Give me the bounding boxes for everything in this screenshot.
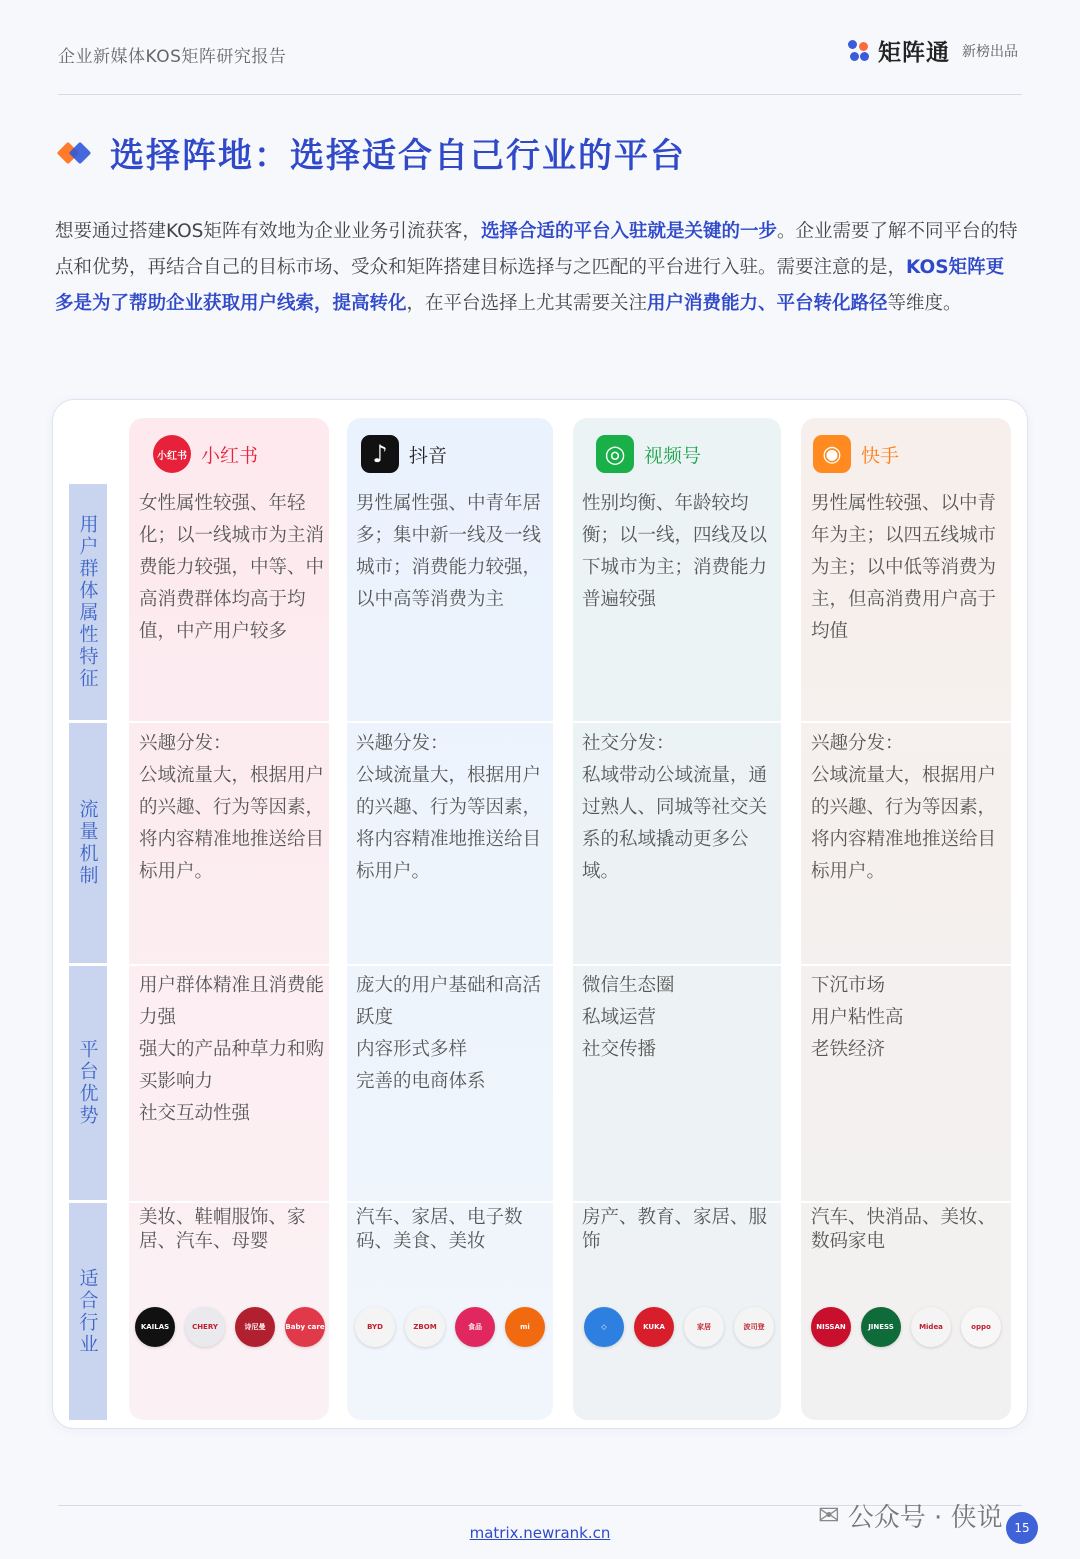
cell-douyin-advantages: 庞大的用户基础和高活跃度 内容形式多样 完善的电商体系 [356, 975, 542, 1092]
brand-sub: 新榜出品 [962, 43, 1018, 60]
platform-header-xiaohongshu [153, 430, 258, 478]
cell-xhs-industries: 美妆、鞋帽服饰、家居、汽车、母婴 [139, 1207, 306, 1252]
platform-header-kuaishou [813, 430, 899, 478]
cell-douyin-users: 男性属性强、中青年居多；集中新一线及一线城市；消费能力较强，以中高等消费为主 [356, 493, 542, 610]
row-label-user-attributes: 用户群体属性特征 [69, 484, 107, 720]
cell-sph-users: 性别均衡、年龄较均衡；以一线，四线及以下城市为主；消费能力普遍较强 [582, 493, 768, 610]
bosideng-logo: 波司登 [734, 1307, 774, 1347]
home-brand-logo: 家居 [684, 1307, 724, 1347]
report-title: 企业新媒体KOS矩阵研究报告 [58, 47, 287, 67]
xiaomi-logo: mi [505, 1307, 545, 1347]
intro-bold-1: 选择合适的平台入驻就是关键的一步 [480, 221, 777, 242]
cell-sph-traffic: 社交分发： 私域带动公域流量，通过熟人、同城等社交关系的私域撬动更多公域。 [582, 733, 768, 882]
platform-name: 抖音 [409, 444, 448, 467]
row-label-traffic-mechanism: 流量机制 [69, 723, 107, 963]
cell-sph-industries: 房产、教育、家居、服饰 [582, 1207, 768, 1252]
cell-ks-users: 男性属性较强、以中青年为主；以四五线城市为主；以中低等消费为主，但高消费用户高于均值 [811, 493, 997, 642]
cell-xhs-advantages: 用户群体精准且消费能力强 强大的产品种草力和购买影响力 社交互动性强 [139, 975, 325, 1124]
xiaohongshu-icon: 小红书 [153, 435, 191, 473]
brand-logo-icon [848, 40, 870, 62]
cell-xhs-users: 女性属性较强、年轻化；以一线城市为主消费能力较强，中等、中高消费群体均高于均值，中产用户较多 [139, 493, 325, 642]
row-divider [69, 964, 1011, 966]
brand [848, 34, 1018, 67]
realestate-logo: ◇ [584, 1307, 624, 1347]
kailas-logo: KAILAS [135, 1307, 175, 1347]
brand-logos-shipinhao [584, 1307, 774, 1347]
platform-name: 视频号 [644, 444, 702, 467]
intro-text-2: 。企业需要了解不同平台的特点和优势，再结合自己的目标市场、受众和矩阵搭建目标选择与之匹配的平台进行入驻。需要注意的是， [55, 221, 1018, 278]
platform-comparison-table [52, 399, 1028, 1429]
cell-xhs-traffic: 兴趣分发： 公域流量大，根据用户的兴趣、行为等因素，将内容精准地推送给目标用户。 [139, 733, 325, 882]
cell-douyin-traffic: 兴趣分发： 公域流量大，根据用户的兴趣、行为等因素，将内容精准地推送给目标用户。 [356, 733, 542, 882]
brand-logos-douyin [355, 1307, 545, 1347]
brand-logos-kuaishou [811, 1307, 1001, 1347]
cell-ks-industries: 汽车、快消品、美妆、数码家电 [811, 1207, 997, 1252]
row-divider [69, 721, 1011, 723]
page-number: 15 [1006, 1512, 1038, 1544]
section-title: 选择阵地：选择适合自己行业的平台 [110, 136, 686, 176]
jiness-logo: JINESS [861, 1307, 901, 1347]
row-divider [69, 1201, 1011, 1203]
wechat-icon: ✉ [818, 1500, 840, 1531]
intro-bold-3: 用户消费能力、平台转化路径 [647, 293, 888, 314]
cell-sph-advantages: 微信生态圈 私域运营 社交传播 [582, 975, 675, 1060]
oppo-logo: oppo [961, 1307, 1001, 1347]
kuaishou-icon: ◉ [813, 435, 851, 473]
shipinhao-icon: ◎ [596, 435, 634, 473]
row-label-platform-advantages: 平台优势 [69, 966, 107, 1200]
brand-name: 矩阵通 [878, 40, 950, 66]
intro-bold-2: KOS矩阵更多是为了帮助企业获取用户线索，提高转化 [55, 257, 1005, 314]
midea-logo: Midea [911, 1307, 951, 1347]
cell-ks-advantages: 下沉市场 用户粘性高 老铁经济 [811, 975, 904, 1060]
cell-ks-traffic: 兴趣分发： 公域流量大，根据用户的兴趣、行为等因素，将内容精准地推送给目标用户。 [811, 733, 997, 882]
chery-logo: CHERY [185, 1307, 225, 1347]
intro-paragraph [55, 214, 1020, 322]
babycare-logo: Baby care [285, 1307, 325, 1347]
footer-link[interactable]: matrix.newrank.cn [469, 1524, 611, 1542]
intro-text-4: 等维度。 [887, 293, 962, 314]
kuka-logo: KUKA [634, 1307, 674, 1347]
zbom-logo: ZBOM [405, 1307, 445, 1347]
furniture-brand-logo: 诗尼曼 [235, 1307, 275, 1347]
wechat-account: 公众号 · 侠说 [847, 1503, 1003, 1533]
platform-name: 小红书 [201, 444, 259, 467]
intro-text-3: ，在平台选择上尤其需要关注 [406, 293, 648, 314]
platform-header-shipinhao [596, 430, 701, 478]
brand-logos-xiaohongshu [135, 1307, 325, 1347]
food-brand-logo: 食品 [455, 1307, 495, 1347]
nissan-logo: NISSAN [811, 1307, 851, 1347]
douyin-icon: ♪ [361, 435, 399, 473]
platform-name: 快手 [861, 444, 900, 467]
intro-text-1: 想要通过搭建KOS矩阵有效地为企业业务引流获客， [55, 221, 481, 242]
row-label-suitable-industries: 适合行业 [69, 1203, 107, 1420]
section-heading [58, 128, 686, 177]
cell-douyin-industries: 汽车、家居、电子数码、美食、美妆 [356, 1207, 523, 1252]
header-divider [58, 94, 1022, 95]
diamond-icon [58, 141, 94, 165]
wechat-watermark [818, 1497, 1003, 1534]
platform-header-douyin [361, 430, 447, 478]
byd-logo: BYD [355, 1307, 395, 1347]
